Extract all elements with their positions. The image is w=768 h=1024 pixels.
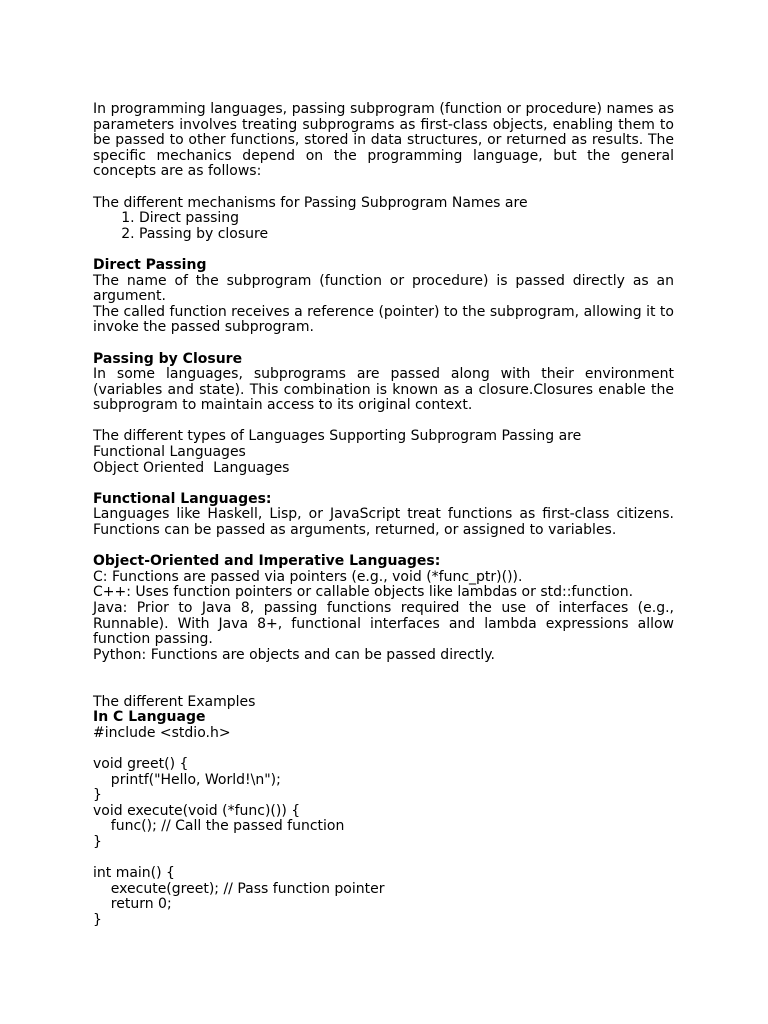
functional-title: Functional Languages: <box>93 490 272 507</box>
types-item: Functional Languages <box>93 444 246 461</box>
closure-title: Passing by Closure <box>93 350 243 367</box>
examples-heading: The different Examples <box>93 693 256 710</box>
spacer <box>93 180 674 196</box>
code-line: int main() { <box>93 865 175 882</box>
code-line: } <box>93 787 102 804</box>
direct-passing-title: Direct Passing <box>93 256 207 273</box>
code-line <box>93 741 674 757</box>
spacer <box>93 242 674 258</box>
oop-python: Python: Functions are objects and can be passed directly. <box>93 646 495 663</box>
code-line: return 0; <box>93 896 172 913</box>
types-item: Object Oriented Languages <box>93 459 290 476</box>
direct-passing-p2: The called function receives a reference (pointer) to the subprogram, allowing it to invoke the passed subprogram. <box>93 303 674 336</box>
mechanisms-list <box>93 211 674 242</box>
oop-title: Object-Oriented and Imperative Languages: <box>93 553 441 570</box>
code-line: } <box>93 833 102 850</box>
code-line: execute(greet); // Pass function pointer <box>93 880 385 897</box>
code-line: printf("Hello, World!\n"); <box>93 771 281 788</box>
oop-java: Java: Prior to Java 8, passing functions required the use of interfaces (e.g., Runnable). With Java 8+, functional interfaces and lambda expressions allow function passing. <box>93 600 674 648</box>
code-line: func(); // Call the passed function <box>93 818 345 835</box>
list-item: 2. Passing by closure <box>139 227 674 243</box>
oop-c: C: Functions are passed via pointers (e.g., void (*func_ptr)()). <box>93 568 523 585</box>
mechanisms-heading: The different mechanisms for Passing Subprogram Names are <box>93 194 528 211</box>
code-line: #include <stdio.h> <box>93 724 231 741</box>
direct-passing-p1: The name of the subprogram (function or procedure) is passed directly as an argument. <box>93 272 674 305</box>
code-line: void greet() { <box>93 755 189 772</box>
spacer <box>93 476 674 492</box>
closure-p1: In some languages, subprograms are passed along with their environment (variables and state). This combination is known as a closure.Closures enable the subprogram to maintain access to its original context. <box>93 366 674 414</box>
code-line: void execute(void (*func)()) { <box>93 802 301 819</box>
code-line <box>93 851 674 867</box>
spacer <box>93 539 674 555</box>
code-line: } <box>93 911 102 928</box>
spacer <box>93 663 674 694</box>
list-item: 1. Direct passing <box>139 211 674 227</box>
oop-cpp: C++: Uses function pointers or callable objects like lambdas or std::function. <box>93 584 634 601</box>
functional-p1: Languages like Haskell, Lisp, or JavaScript treat functions as first-class citizens. Functions can be passed as arguments, returned, or assigned to variables. <box>93 506 674 539</box>
code-block <box>93 726 674 929</box>
c-example-title: In C Language <box>93 709 206 726</box>
document-body <box>93 102 674 928</box>
spacer <box>93 336 674 352</box>
spacer <box>93 414 674 430</box>
intro-paragraph: In programming languages, passing subprogram (function or procedure) names as parameters involves treating subprograms as first-class objects, enabling them to be passed to other functions, stored in data structures, or returned as results. The specific mechanics depend on the programming language, but the general concepts are as follows: <box>93 101 674 180</box>
types-heading: The different types of Languages Supporting Subprogram Passing are <box>93 428 582 445</box>
